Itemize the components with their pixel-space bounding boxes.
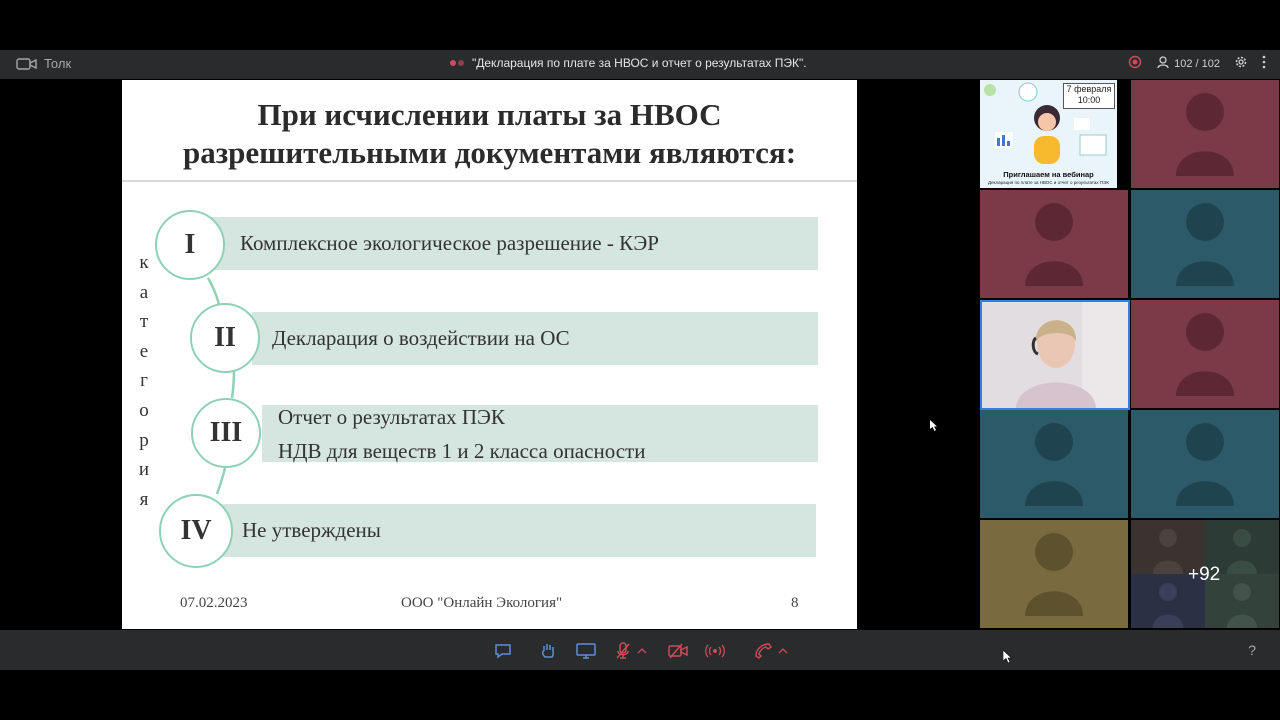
vertical-letter: р	[139, 429, 149, 451]
avatar-placeholder-icon	[1176, 308, 1234, 396]
vertical-letter: к	[139, 252, 149, 273]
category-text-3b: НДВ для веществ 1 и 2 класса опасности	[278, 438, 646, 463]
speaker-video-feed	[982, 302, 1128, 408]
participant-grid	[980, 79, 1280, 629]
broadcast-icon	[705, 644, 725, 658]
more-participants-tile[interactable]	[1131, 520, 1279, 628]
vertical-letter: е	[139, 340, 149, 362]
category-vertical-label	[136, 248, 152, 514]
avatar-placeholder-icon	[1025, 418, 1083, 506]
category-bar-1	[210, 217, 818, 270]
presentation-slide	[122, 80, 857, 629]
broadcast-button[interactable]	[704, 640, 726, 662]
slide-title-line-1: При исчислении платы за НВОС	[257, 97, 722, 132]
vertical-letter: г	[140, 370, 148, 392]
category-text-3a: Отчет о результатах ПЭК	[278, 404, 505, 429]
slide-footer-date: 07.02.2023	[180, 595, 248, 611]
participant-tile[interactable]	[980, 190, 1128, 298]
vertical-letter: т	[139, 311, 149, 333]
category-numeral-1: I	[155, 210, 225, 280]
vertical-letter: я	[139, 488, 149, 510]
participant-tile[interactable]	[1131, 80, 1279, 188]
settings-gear-icon[interactable]	[1234, 55, 1248, 72]
phone-hangup-icon	[753, 642, 773, 660]
participant-tile[interactable]	[980, 520, 1128, 628]
raise-hand-button[interactable]	[537, 640, 559, 662]
record-status-icon[interactable]	[1128, 55, 1142, 72]
slide-page-number: 8	[791, 595, 799, 611]
bottom-control-bar	[0, 630, 1280, 670]
person-icon	[1156, 55, 1170, 72]
participant-tile[interactable]	[1131, 190, 1279, 298]
extra-participants-count: +92	[1188, 564, 1221, 585]
category-bar-2	[252, 312, 818, 365]
vertical-letter: о	[139, 399, 149, 421]
webinar-invite-tile[interactable]	[980, 80, 1117, 188]
leave-call-button[interactable]	[752, 640, 774, 662]
app-name: Толк	[44, 56, 72, 71]
mic-muted-icon	[615, 642, 631, 660]
webinar-time: 10:00	[1077, 95, 1101, 105]
hand-icon	[539, 642, 557, 660]
camera-app-icon	[16, 57, 38, 71]
avatar-placeholder-icon	[1025, 198, 1083, 286]
category-numeral-4: IV	[159, 494, 233, 568]
category-text-2: Декларация о воздействии на ОС	[272, 326, 570, 350]
leave-options-chevron[interactable]	[776, 640, 790, 662]
chat-icon	[494, 643, 512, 659]
meeting-title	[450, 56, 807, 70]
avatar-placeholder-icon	[1025, 528, 1083, 616]
top-right-tools	[1128, 55, 1266, 72]
camera-button[interactable]	[667, 640, 689, 662]
participants-button[interactable]	[1156, 55, 1220, 72]
category-numeral-3: III	[191, 398, 261, 468]
category-bar-4	[214, 504, 816, 557]
help-button[interactable]: ?	[1248, 642, 1256, 658]
participant-tile[interactable]	[1131, 410, 1279, 518]
participant-tile[interactable]	[1131, 300, 1279, 408]
chat-button[interactable]	[492, 640, 514, 662]
top-bar	[0, 50, 1280, 79]
cursor-icon	[1003, 650, 1012, 663]
vertical-letter: а	[139, 281, 149, 303]
avatar-placeholder-icon	[1176, 88, 1234, 176]
cursor-icon	[930, 420, 938, 431]
webinar-title: Приглашаем на вебинар	[1003, 170, 1094, 179]
participant-count: 102 / 102	[1174, 57, 1220, 70]
webinar-subtitle: Декларация по плате за НВОС и отчет о результатах ПЭК	[987, 180, 1110, 185]
microphone-button[interactable]	[612, 640, 634, 662]
avatar-placeholder-icon	[1176, 198, 1234, 286]
more-vertical-icon[interactable]	[1262, 55, 1266, 72]
share-screen-button[interactable]	[575, 640, 597, 662]
participant-tile[interactable]	[980, 410, 1128, 518]
screen-share-icon	[576, 643, 596, 659]
avatar-placeholder-icon	[1176, 418, 1234, 506]
category-numeral-2: II	[190, 303, 260, 373]
vertical-letter: и	[138, 459, 150, 481]
webinar-date-badge	[1063, 83, 1115, 109]
camera-off-icon	[668, 643, 688, 659]
app-brand	[16, 56, 71, 71]
category-text-1: Комплексное экологическое разрешение - КЭР	[240, 231, 659, 255]
chevron-up-icon	[637, 648, 647, 654]
recording-icon	[450, 60, 464, 66]
chevron-up-icon	[778, 648, 788, 654]
category-bar-3	[262, 405, 818, 462]
microphone-options-chevron[interactable]	[636, 640, 648, 662]
slide-footer-org: ООО "Онлайн Экология"	[401, 595, 563, 611]
active-speaker-video[interactable]	[980, 300, 1130, 410]
slide-title-line-2: разрешительными документами являются:	[182, 135, 797, 170]
meeting-title-text: "Декларация по плате за НВОС и отчет о результатах ПЭК".	[472, 56, 807, 70]
category-text-4: Не утверждены	[242, 518, 381, 542]
webinar-date: 7 февраля	[1066, 84, 1112, 94]
